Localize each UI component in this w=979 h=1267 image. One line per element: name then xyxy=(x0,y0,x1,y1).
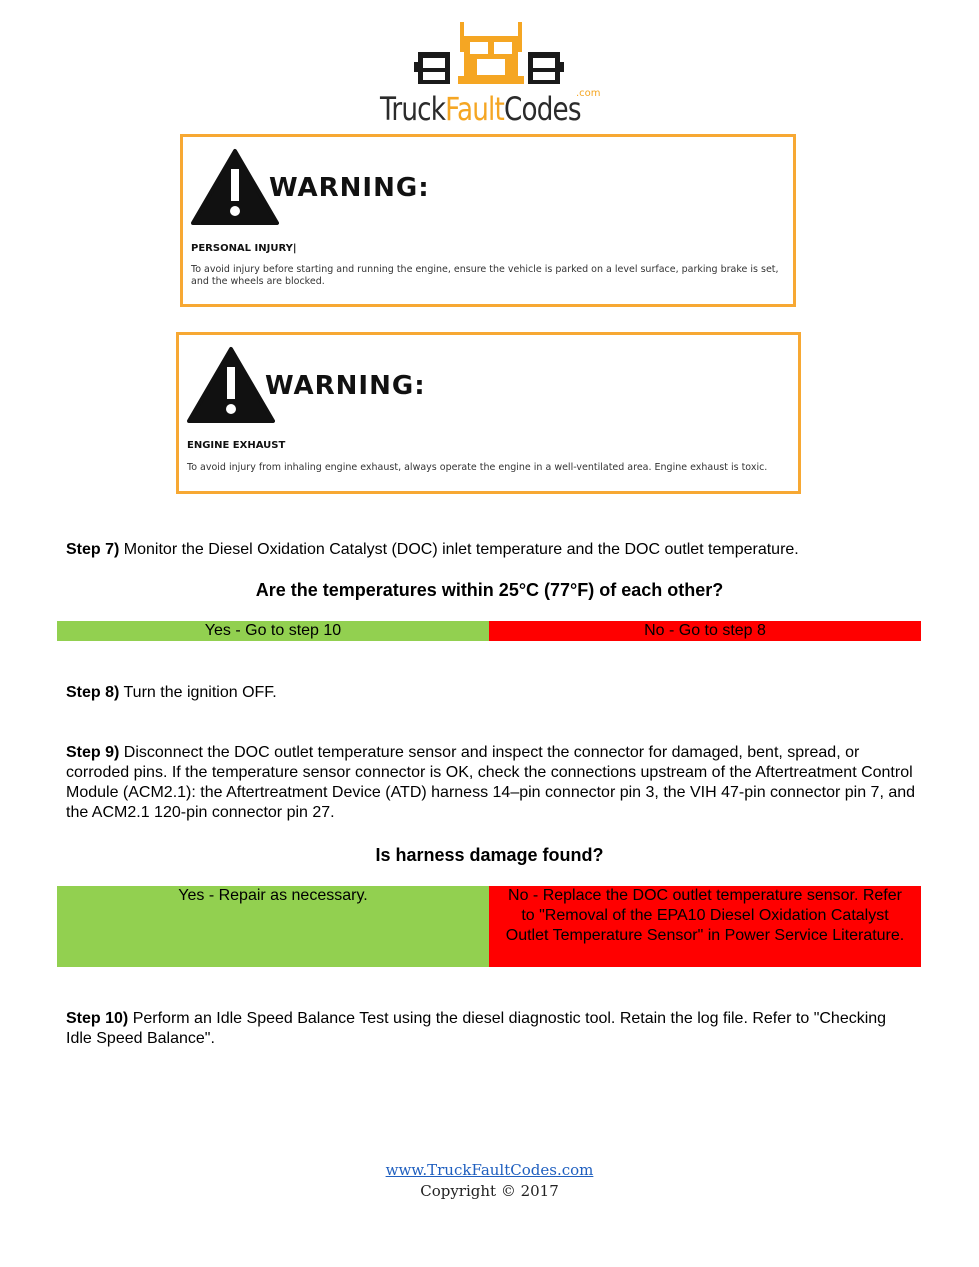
warning-box-engine-exhaust xyxy=(176,332,801,494)
step-10 xyxy=(66,1009,916,1049)
warning-box-personal-injury xyxy=(180,134,796,307)
warning-heading: PERSONAL INJURY| xyxy=(191,243,297,254)
step-text: Turn the ignition OFF. xyxy=(119,684,277,701)
step-text: Perform an Idle Speed Balance Test using the diesel diagnostic tool. Retain the log file. Refer to "Checking Idle Speed Balance". xyxy=(66,1010,887,1047)
footer-copyright: Copyright © 2017 xyxy=(420,1182,559,1200)
step-label: Step 8) xyxy=(66,684,120,701)
step-label: Step 10) xyxy=(66,1010,129,1027)
footer-website-link[interactable]: www.TruckFaultCodes.com xyxy=(385,1161,594,1179)
warning-title: WARNING: xyxy=(265,371,426,401)
step-7 xyxy=(66,540,916,560)
step-label: Step 9) xyxy=(66,744,120,761)
warning-triangle-icon xyxy=(187,345,275,425)
warning-heading: ENGINE EXHAUST xyxy=(187,440,286,451)
answer-row-2 xyxy=(57,886,921,967)
logo-com: .com xyxy=(576,88,601,99)
logo-wordmark: TruckFaultCodes xyxy=(380,90,581,128)
warning-title: WARNING: xyxy=(269,173,430,203)
answer-no-replace-sensor[interactable]: No - Replace the DOC outlet temperature sensor. Refer to "Removal of the EPA10 Diesel Oxidation Catalyst Outlet Temperature Sensor" in Power Service Literature. xyxy=(489,886,921,967)
warning-body: To avoid injury from inhaling engine exhaust, always operate the engine in a well-ventilated area. Engine exhaust is toxic. xyxy=(187,462,768,473)
answer-yes-repair[interactable]: Yes - Repair as necessary. xyxy=(57,886,489,967)
warning-triangle-icon xyxy=(191,147,279,227)
warning-body: To avoid injury before starting and running the engine, ensure the vehicle is parked on a level surface, parking brake is set, and the wheels are blocked. xyxy=(191,264,779,287)
answer-yes-go-step-10[interactable]: Yes - Go to step 10 xyxy=(57,621,489,641)
answer-row-1 xyxy=(57,621,921,641)
step-9 xyxy=(66,743,916,823)
truck-logo-icon xyxy=(414,22,564,92)
site-logo xyxy=(0,18,979,128)
step-label: Step 7) xyxy=(66,541,120,558)
question-temperatures: Are the temperatures within 25°C (77°F) of each other? xyxy=(255,580,724,600)
step-8 xyxy=(66,683,916,703)
answer-no-go-step-8[interactable]: No - Go to step 8 xyxy=(489,621,921,641)
question-harness-damage: Is harness damage found? xyxy=(375,845,604,865)
step-text: Monitor the Diesel Oxidation Catalyst (DOC) inlet temperature and the DOC outlet temperature. xyxy=(119,541,799,558)
step-text: Disconnect the DOC outlet temperature sensor and inspect the connector for damaged, bent, spread, or corroded pins. If the temperature sensor connector is OK, check the connections upstream of the Aftertreatment Control Module (ACM2.1): the Aftertreatment Device (ATD) harness 14–pin connector pin 3, the VIH 47-pin connector pin 7, and the ACM2.1 120-pin connector pin 27. xyxy=(66,744,916,821)
